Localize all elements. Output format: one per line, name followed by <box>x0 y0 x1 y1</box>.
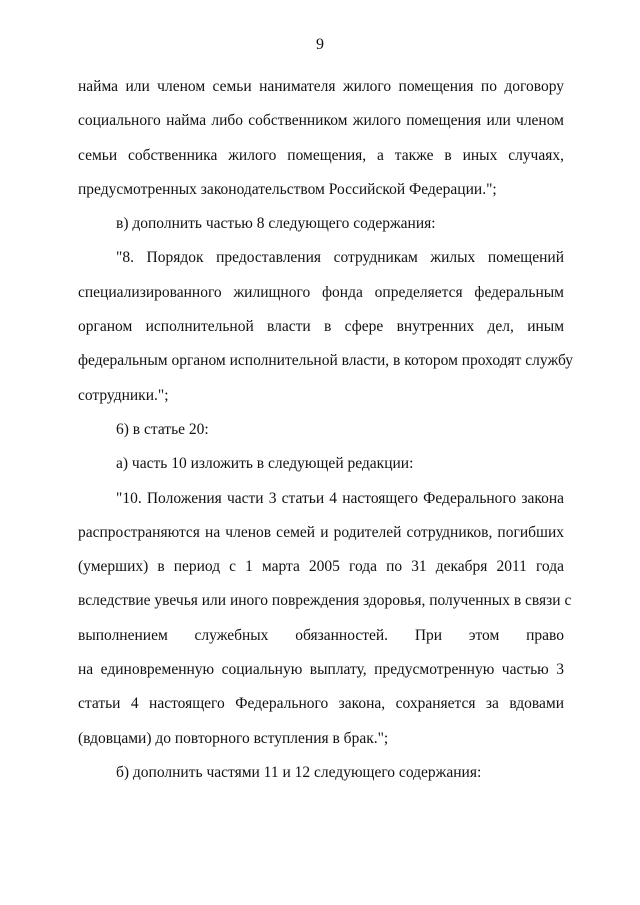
text-line: социального найма либо собственником жилого помещения или членом <box>78 112 564 130</box>
text-line: выполнением служебных обязанностей. При этом право <box>78 626 564 644</box>
text-line: 6) в статье 20: <box>116 420 209 438</box>
text-line: в) дополнить частью 8 следующего содержания: <box>116 215 436 233</box>
text-line: б) дополнить частями 11 и 12 следующего содержания: <box>116 763 482 781</box>
text-line: сотрудники."; <box>78 386 169 404</box>
text-line: вследствие увечья или иного повреждения здоровья, полученных в связи с <box>78 592 572 610</box>
text-line: статьи 4 настоящего Федерального закона, сохраняется за вдовами <box>78 695 564 713</box>
page-number: 9 <box>316 36 324 53</box>
document-body <box>78 70 573 790</box>
text-line: предусмотренных законодательством Российской Федерации."; <box>78 180 497 198</box>
text-line: "8. Порядок предоставления сотрудникам жилых помещений <box>116 249 564 267</box>
text-line: на единовременную социальную выплату, предусмотренную частью 3 <box>78 661 564 679</box>
text-line: (умерших) в период с 1 марта 2005 года по 31 декабря 2011 года <box>78 558 564 576</box>
text-line: "10. Положения части 3 статьи 4 настоящего Федерального закона <box>116 489 564 507</box>
text-line: (вдовцами) до повторного вступления в брак."; <box>78 729 389 747</box>
text-line: органом исполнительной власти в сфере внутренних дел, иным <box>78 318 564 336</box>
text-line: а) часть 10 изложить в следующей редакции: <box>116 455 414 473</box>
text-line: распространяются на членов семей и родителей сотрудников, погибших <box>78 523 564 541</box>
text-line: специализированного жилищного фонда определяется федеральным <box>78 283 564 301</box>
text-line: федеральным органом исполнительной власти, в котором проходят службу <box>78 352 573 370</box>
text-line: семьи собственника жилого помещения, а также в иных случаях, <box>78 146 564 164</box>
text-line: найма или членом семьи нанимателя жилого помещения по договору <box>78 78 564 95</box>
